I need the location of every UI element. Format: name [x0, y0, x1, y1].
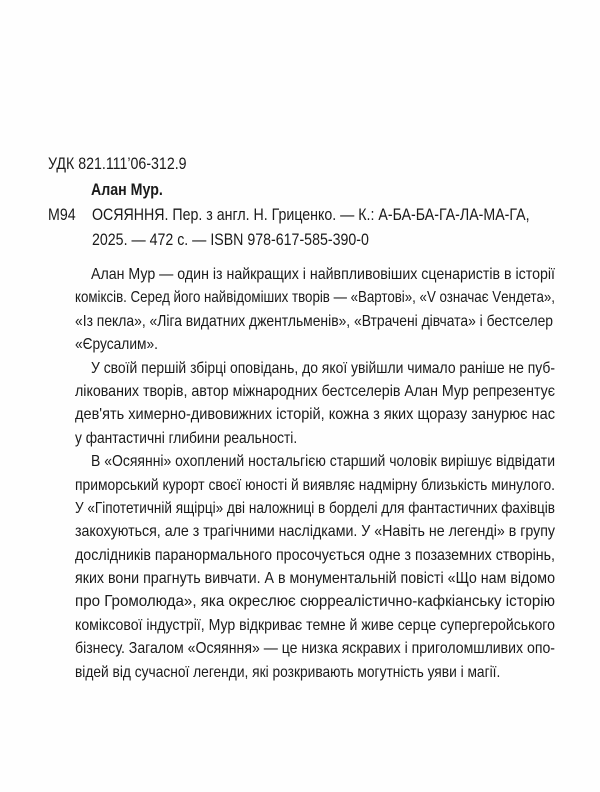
bibliographic-description-line-2: 2025. — 472 с. — ISBN 978-617-585-390-0: [92, 231, 369, 249]
udk-classification: УДК 821.111’06-312.9: [48, 155, 187, 173]
annotation-line: «Із пекла», «Ліга видатних джентльменів», «Втрачені дівчата» і бестселер: [75, 312, 554, 330]
annotation-line: відей від сучасної легенди, які розкривають могутність уяви і магії.: [75, 663, 501, 681]
author-code: М94: [48, 206, 76, 224]
annotation-line: у фантастичні глибини реальності.: [75, 429, 298, 447]
annotation-line: У «Гіпотетичній ящірці» дві наложниці в борделі для фантастичних фахівців: [75, 499, 555, 517]
annotation-line: Алан Мур — один із найкращих і найвпливовіших сценаристів в історії: [91, 266, 555, 283]
annotation-line: дев'ять химерно-дивовижних історій, кожна з яких щоразу занурює нас: [75, 406, 556, 424]
annotation: [75, 266, 557, 687]
annotation-line: У своїй першій збірці оповідань, до якої увійшли чимало раніше не пуб-: [91, 359, 556, 377]
annotation-line: приморський курорт своєї юності й виявляє надмірну близькість минулого.: [75, 476, 556, 494]
annotation-line: яких вони прагнуть вивчати. А в монументальній повісті «Що нам відомо: [75, 570, 556, 588]
annotation-line: про Громолюда», яка окреслює сюрреалістично-кафкіанську історію: [75, 593, 556, 611]
annotation-line: В «Осяянні» охоплений ностальгією старший чоловік вирішує відвідати: [91, 453, 556, 471]
annotation-line: лікованих творів, автор міжнародних бестселерів Алан Мур репрезентує: [75, 382, 556, 400]
annotation-line: закохуються, але з трагічними наслідками. У «Навіть не легенді» в групу: [75, 523, 556, 541]
annotation-line: дослідників паранормального просочується одне з позаземних створінь,: [75, 546, 555, 564]
author-heading: Алан Мур.: [91, 181, 163, 199]
bibliographic-description-line-1: ОСЯЯННЯ. Пер. з англ. Н. Гриценко. — К.: А-БА-БА-ГА-ЛА-МА-ГА,: [92, 206, 530, 224]
annotation-line: коміксів. Серед його найвідоміших творів — «Вартові», «V означає Vендета»,: [75, 289, 556, 307]
annotation-line: «Єрусалим».: [75, 336, 158, 354]
annotation-line: бізнесу. Загалом «Осяяння» — це низка яскравих і приголомшливих опо-: [75, 640, 555, 658]
annotation-line: коміксової індустрії, Мур відкриває темне й живе серце супергеройського: [75, 616, 555, 634]
